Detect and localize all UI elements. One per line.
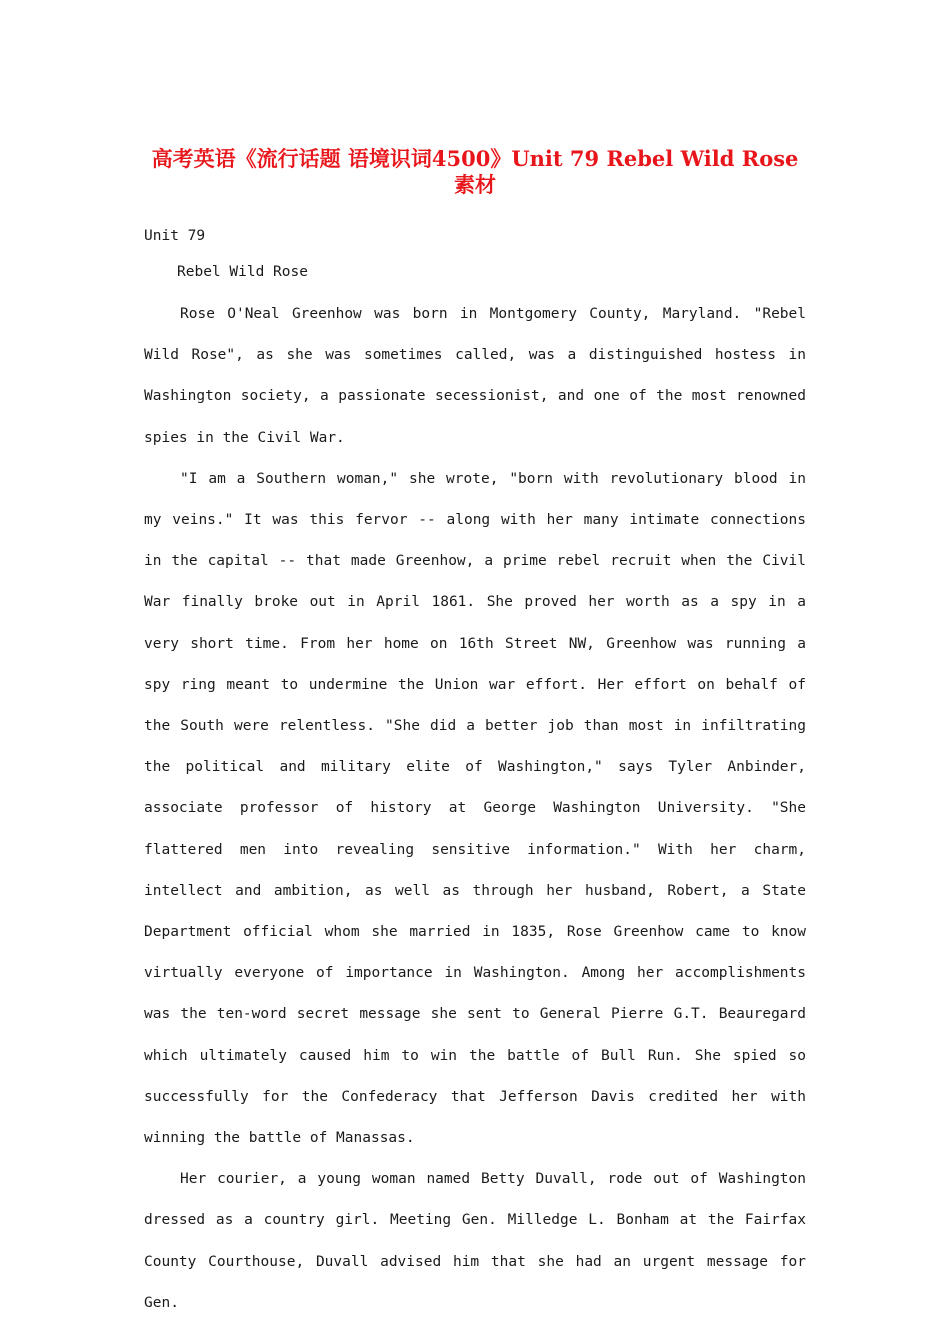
paragraph-1: Rose O'Neal Greenhow was born in Montgomery County, Maryland. "Rebel Wild Rose", as she was sometimes called, was a distinguished hostess in Washington society, a passionate secessionist, and one of the most renowned spies in the Civil War. [144, 306, 806, 446]
title-line-2: 素材 [454, 172, 496, 197]
paragraph-2: "I am a Southern woman," she wrote, "born with revolutionary blood in my veins." It was this fervor -- along with her many intimate connections in the capital -- that made Greenhow, a prime rebel recruit when the Civil War finally broke out in April 1861. She proved her worth as a spy in a very short time. From her home on 16th Street NW, Greenhow was running a spy ring meant to undermine the Union war effort. Her effort on behalf of the South were relentless. "She did a better job than most in infiltrating the political and military elite of Washington," says Tyler Anbinder, associate professor of history at George Washington University. "She flattered men into revealing sensitive information." With her charm, intellect and ambition, as well as through her husband, Robert, a State Department official whom she married in 1835, Rose Greenhow came to know virtually everyone of importance in Washington. Among her accomplishments was the ten-word secret message she sent to General Pierre G.T. Beauregard which ultimately caused him to win the battle of Bull Run. She spied so successfully for the Confederacy that Jefferson Davis credited her with winning the battle of Manassas. [144, 470, 806, 1147]
document-title [100, 146, 850, 198]
article-body [144, 222, 806, 1324]
article-subtitle: Rebel Wild Rose [177, 264, 308, 280]
title-line-1: 高考英语《流行话题 语境识词4500》Unit 79 Rebel Wild Rose [151, 146, 799, 171]
unit-label: Unit 79 [144, 228, 206, 244]
paragraph-3: Her courier, a young woman named Betty Duvall, rode out of Washington dressed as a country girl. Meeting Gen. Milledge L. Bonham at the Fairfax County Courthouse, Duvall advised him that she had an urgent message for Gen. [144, 1171, 806, 1311]
